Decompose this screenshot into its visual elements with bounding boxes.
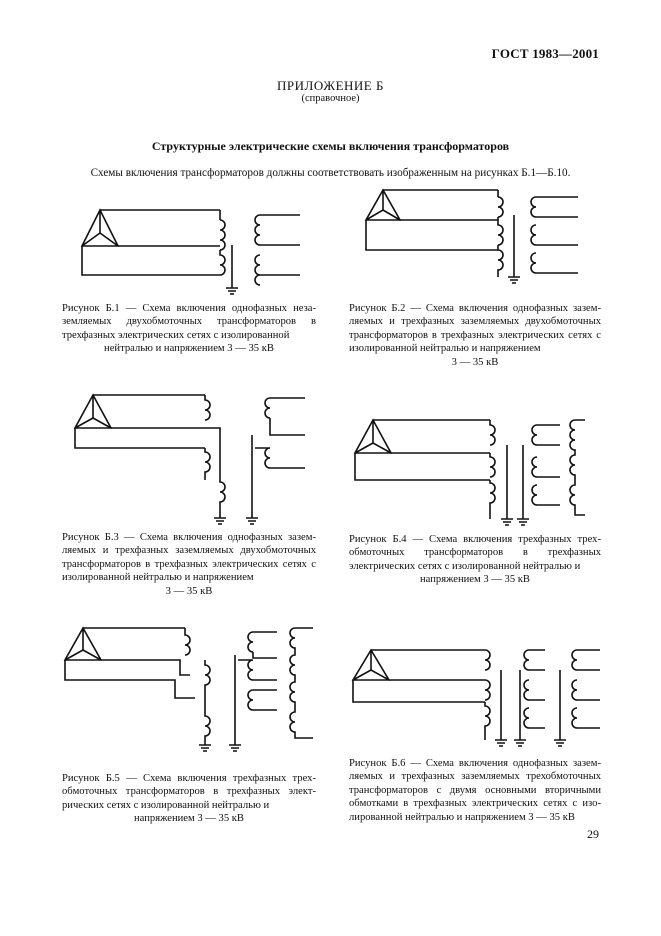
standard-header: ГОСТ 1983—2001 xyxy=(491,46,599,61)
figure-b5-caption-main: Рисунок Б.5 — Схема включения трехфазных трехобмоточных трансформаторов в трехфазных электрических сетях с изолированной нейтралью и xyxy=(62,773,316,811)
figure-b6-diagram xyxy=(345,640,605,750)
figure-b2-caption xyxy=(349,302,601,369)
figure-b4-caption xyxy=(349,533,601,587)
figure-b6-caption xyxy=(349,757,601,824)
figure-b5-caption xyxy=(62,772,316,826)
figure-b3-diagram xyxy=(60,390,320,525)
figure-b2-diagram xyxy=(358,185,598,295)
figure-b4-caption-main: Рисунок Б.4 — Схема включения трехфазных трехобмоточных трансформаторов в трехфазных электрических сетях с изолированной нейтралью и xyxy=(349,534,601,572)
figure-b1-caption xyxy=(62,302,316,356)
figure-b1-caption-last: нейтралью и напряжением 3 — 35 кВ xyxy=(104,343,274,355)
figure-b3-caption-main: Рисунок Б.3 — Схема включения однофазных заземляемых и трехфазных заземляемых двухобмоточных трансформаторов в трехфазных электрических сетях с изолированной нейтралью и напряжением xyxy=(62,532,316,584)
page-number: 29 xyxy=(587,827,599,841)
figure-b2-caption-main: Рисунок Б.2 — Схема включения однофазных заземляемых и трехфазных заземляемых двухобмоточных трансформаторов в трехфазных электрических сетях с изолированной нейтралью и напряжением xyxy=(349,303,601,355)
figure-b3-caption xyxy=(62,531,316,598)
intro-text: Схемы включения трансформаторов должны соответствовать изображенным на рисунках Б.1—Б.10. xyxy=(90,167,571,179)
appendix-note: (справочное) xyxy=(301,93,360,104)
figure-b2-caption-last: 3 — 35 кВ xyxy=(451,356,499,368)
section-title: Структурные электрические схемы включения трансформаторов xyxy=(151,139,510,153)
figure-b6-caption-main: Рисунок Б.6 — Схема включения однофазных заземляемых и трехфазных заземляемых трехобмоточных трансформаторов с двумя основными вторичными обмотками в трехфазных электрических сетях с изолированной нейтралью и напряжением 3 — 35 кВ xyxy=(349,758,601,823)
figure-b4-caption-last: напряжением 3 — 35 кВ xyxy=(420,574,530,586)
figure-b5-caption-last: напряжением 3 — 35 кВ xyxy=(134,813,244,825)
appendix-title: ПРИЛОЖЕНИЕ Б xyxy=(277,78,384,93)
figure-b5-diagram xyxy=(55,620,325,755)
figure-b3-caption-last: 3 — 35 кВ xyxy=(165,585,213,597)
figure-b1-diagram xyxy=(60,200,310,295)
figure-b1-caption-main: Рисунок Б.1 — Схема включения однофазных незаземляемых двухобмоточных трансформаторов в трехфазных электрических сетях с изолированной xyxy=(62,303,316,341)
figure-b4-diagram xyxy=(345,415,605,530)
